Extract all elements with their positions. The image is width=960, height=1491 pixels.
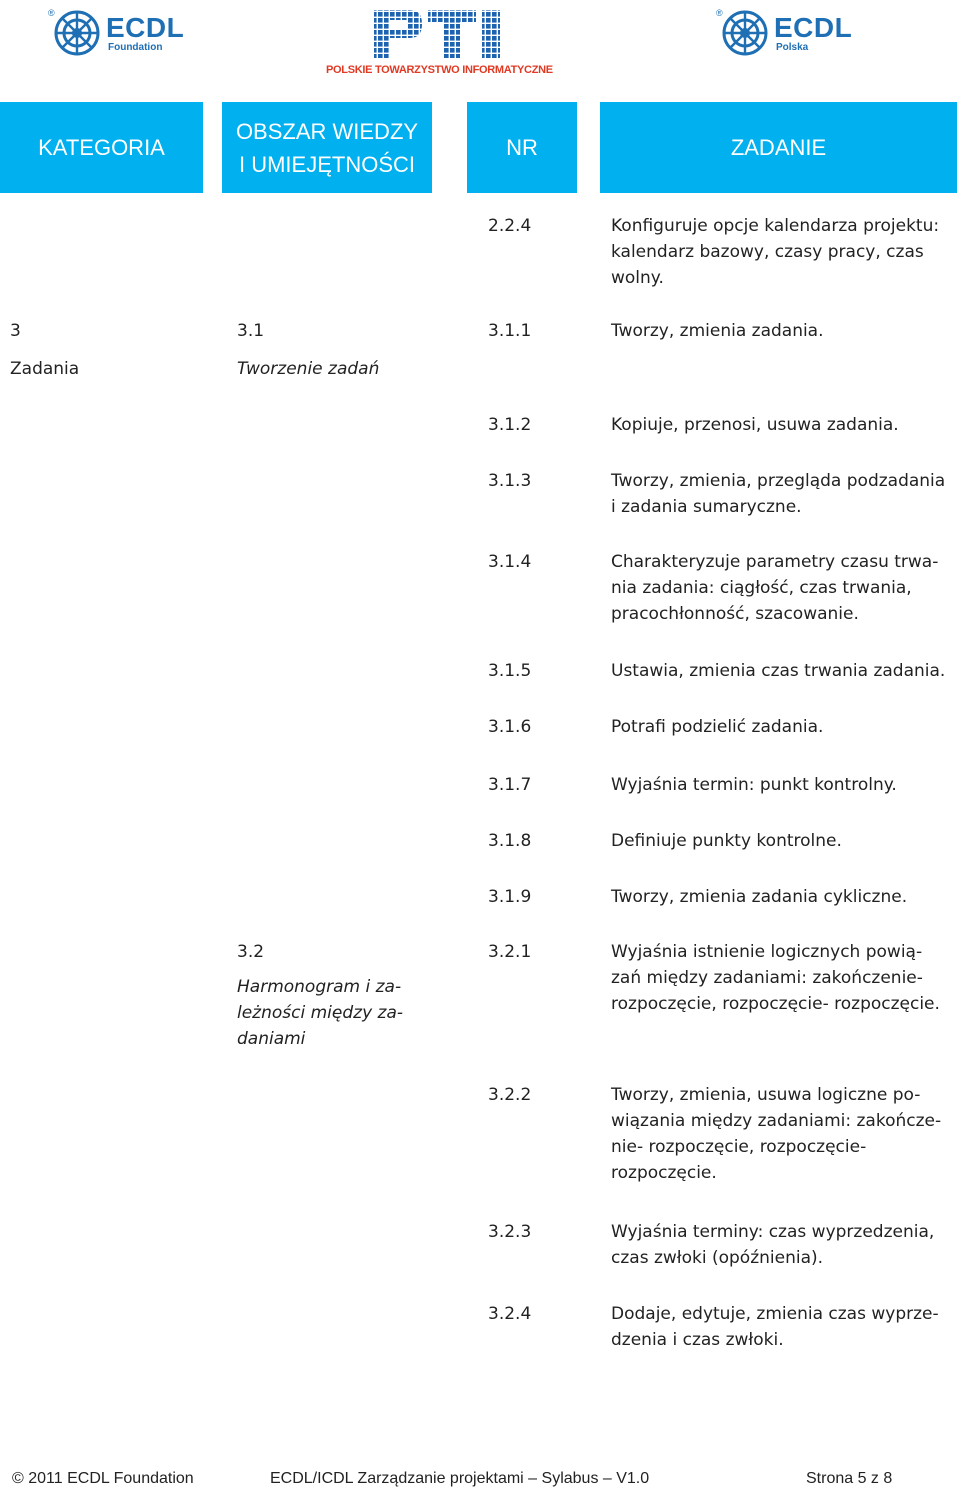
header-obszar-line2: I UMIEJĘTNOŚCI: [238, 151, 415, 177]
area-name-line: leżności między za-: [237, 1003, 404, 1023]
task-description-line: i zadania sumaryczne.: [611, 497, 802, 517]
task-description-line: Tworzy, zmienia zadania.: [611, 321, 824, 341]
ecdl-foundation-logo: [48, 4, 188, 60]
task-description-line: Dodaje, edytuje, zmienia czas wyprze-: [611, 1304, 939, 1324]
task-number: 3.1.8: [488, 831, 532, 851]
task-description-line: Konfiguruje opcje kalendarza projektu:: [611, 216, 940, 236]
area-name: Tworzenie zadań: [237, 359, 380, 379]
area-name-line: daniami: [237, 1029, 306, 1049]
task-description-line: Charakteryzuje parametry czasu trwa-: [611, 552, 939, 572]
task-description-line: Tworzy, zmienia zadania cykliczne.: [611, 887, 908, 907]
task-description-line: rozpoczęcie, rozpoczęcie- rozpoczęcie.: [611, 994, 940, 1014]
task-number: 3.1.7: [488, 775, 532, 795]
header-obszar: [222, 102, 432, 193]
area-name-line: Harmonogram i za-: [237, 977, 402, 997]
task-description-line: Ustawia, zmienia czas trwania zadania.: [611, 661, 946, 681]
globe-icon: [54, 10, 100, 56]
task-description-line: pracochłonność, szacowanie.: [611, 604, 859, 624]
category-name: Zadania: [10, 359, 80, 379]
footer-copyright: © 2011 ECDL Foundation: [12, 1470, 194, 1487]
header-kategoria: KATEGORIA: [0, 102, 203, 193]
task-description-line: Definiuje punkty kontrolne.: [611, 831, 842, 851]
task-description-line: zań między zadaniami: zakończenie-: [611, 968, 923, 988]
task-number: 3.2.2: [488, 1085, 532, 1105]
task-description-line: kalendarz bazowy, czasy pracy, czas: [611, 242, 924, 262]
task-description-line: Tworzy, zmienia, usuwa logiczne po-: [611, 1085, 921, 1105]
category-number: 3: [10, 321, 21, 341]
task-number: 3.1.6: [488, 717, 532, 737]
task-number: 2.2.4: [488, 216, 532, 236]
registered-mark: ®: [716, 8, 723, 18]
header-obszar-line1: OBSZAR WIEDZY: [235, 118, 419, 144]
task-description-line: wiązania między zadaniami: zakończe-: [611, 1111, 942, 1131]
task-description-line: Kopiuje, przenosi, usuwa zadania.: [611, 415, 899, 435]
logo-subtitle: Polska: [776, 42, 809, 53]
task-number: 3.1.9: [488, 887, 532, 907]
footer-title: ECDL/ICDL Zarządzanie projektami – Sylabus – V1.0: [270, 1470, 650, 1487]
logo-subtitle: Foundation: [108, 42, 163, 53]
globe-icon: [722, 10, 768, 56]
logo-word: ECDL: [106, 12, 185, 43]
header-zadanie: ZADANIE: [600, 102, 957, 193]
task-number: 3.1.5: [488, 661, 532, 681]
registered-mark: ®: [48, 8, 55, 18]
task-description-line: rozpoczęcie.: [611, 1163, 717, 1183]
task-number: 3.1.3: [488, 471, 532, 491]
logo-word: ECDL: [774, 12, 853, 43]
task-number: 3.2.3: [488, 1222, 532, 1242]
task-description-line: Wyjaśnia termin: punkt kontrolny.: [611, 775, 897, 795]
task-number: 3.1.4: [488, 552, 532, 572]
task-description-line: wolny.: [611, 268, 664, 288]
area-number: 3.2: [237, 942, 265, 962]
task-description-line: Potrafi podzielić zadania.: [611, 717, 824, 737]
area-number: 3.1: [237, 321, 265, 341]
task-number: 3.2.4: [488, 1304, 532, 1324]
pti-subtitle: POLSKIE TOWARZYSTWO INFORMATYCZNE: [326, 64, 553, 76]
task-description-line: nie- rozpoczęcie, rozpoczęcie-: [611, 1137, 867, 1157]
task-number: 3.1.1: [488, 321, 532, 341]
task-description-line: Wyjaśnia terminy: czas wyprzedzenia,: [611, 1222, 935, 1242]
pti-logo: [318, 6, 566, 78]
pti-letters-icon: [318, 6, 566, 62]
task-description-line: dzenia i czas zwłoki.: [611, 1330, 784, 1350]
task-description-line: Wyjaśnia istnienie logicznych powią-: [611, 942, 923, 962]
task-description-line: nia zadania: ciągłość, czas trwania,: [611, 578, 912, 598]
ecdl-polska-logo: [716, 4, 856, 60]
footer-page-number: Strona 5 z 8: [806, 1470, 893, 1487]
task-description-line: Tworzy, zmienia, przegląda podzadania: [611, 471, 946, 491]
header-nr: NR: [467, 102, 577, 193]
task-description-line: czas zwłoki (opóźnienia).: [611, 1248, 824, 1268]
task-number: 3.1.2: [488, 415, 532, 435]
task-number: 3.2.1: [488, 942, 532, 962]
